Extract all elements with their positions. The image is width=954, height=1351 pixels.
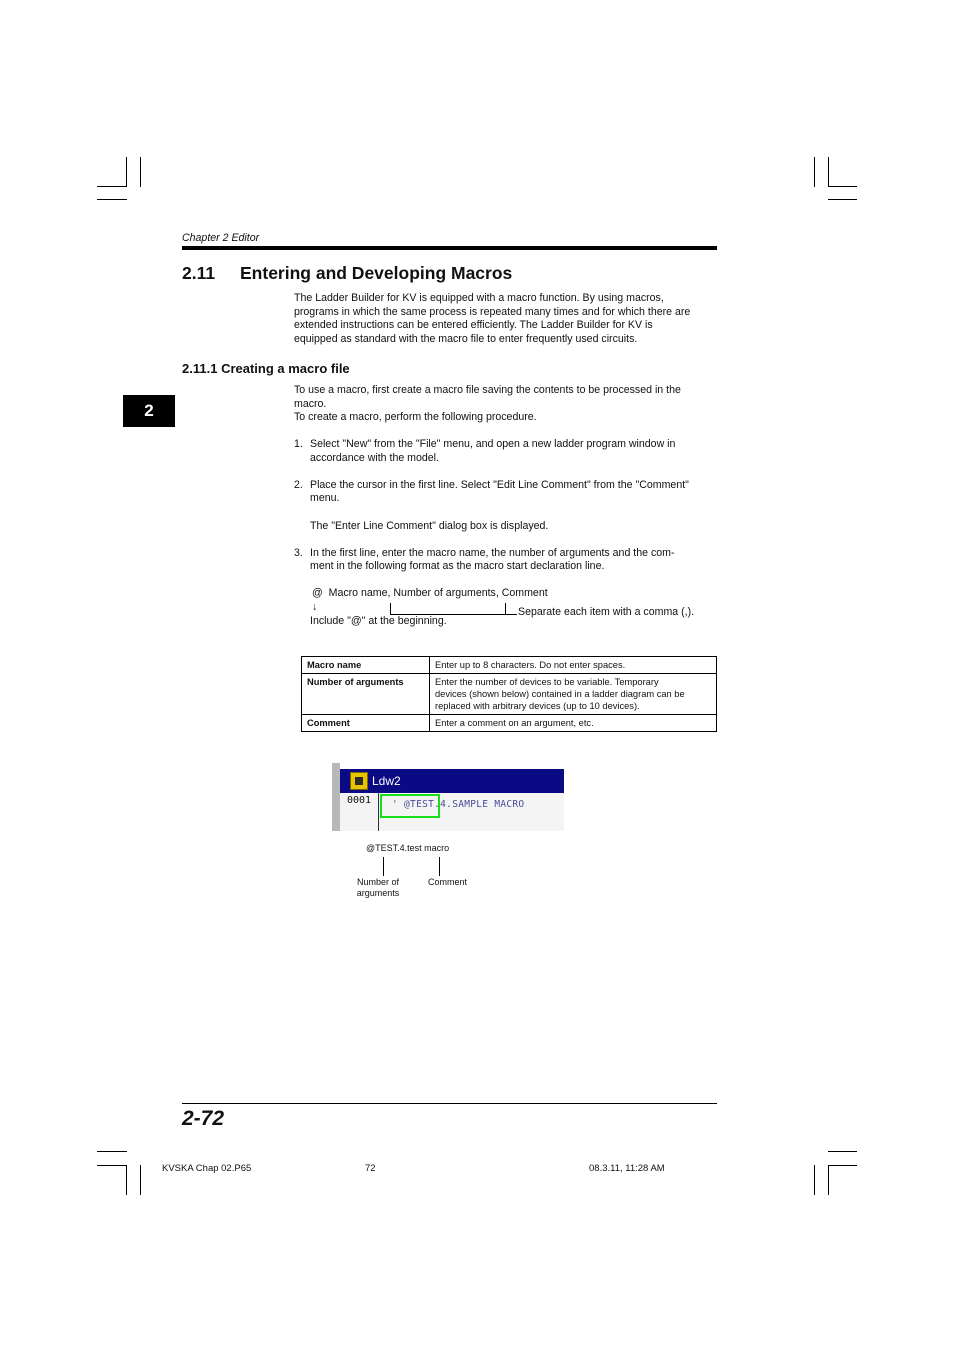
sub-intro-line: To use a macro, first create a macro file saving the contents to be processed in the xyxy=(294,384,681,396)
example-text: @TEST.4.test macro xyxy=(366,843,450,853)
label-arguments-line: arguments xyxy=(356,888,400,898)
intro-line: programs in which the same process is repeated many times and for which there are xyxy=(294,306,691,318)
ladder-window-icon xyxy=(350,772,368,790)
table-row xyxy=(302,715,717,732)
line-number: 0001 xyxy=(347,795,372,806)
step-number: 1. xyxy=(294,438,303,450)
ladder-window-screenshot xyxy=(332,763,564,831)
header-rule xyxy=(182,246,717,250)
table-key: Number of arguments xyxy=(302,674,430,715)
section-heading xyxy=(182,262,513,284)
step-text: menu. xyxy=(310,492,340,504)
section-number: 2.11 xyxy=(182,263,216,283)
window-titlebar xyxy=(340,769,564,793)
include-note: Include "@" at the beginning. xyxy=(310,615,447,627)
section-title: Entering and Developing Macros xyxy=(240,263,513,283)
step-note: The "Enter Line Comment" dialog box is displayed. xyxy=(310,520,549,532)
step-number: 3. xyxy=(294,547,303,559)
page-number: 2-72 xyxy=(182,1107,225,1130)
format-line: @ Macro name, Number of arguments, Comment xyxy=(312,587,548,599)
down-arrow: ↓ xyxy=(312,601,318,613)
step-number: 2. xyxy=(294,479,303,491)
table-row xyxy=(302,657,717,674)
sub-intro-line: macro. xyxy=(294,398,327,410)
intro-line: equipped as standard with the macro file to enter frequently used circuits. xyxy=(294,333,638,345)
footer-file: KVSKA Chap 02.P65 xyxy=(162,1163,252,1174)
label-comment: Comment xyxy=(428,877,468,887)
step-text: Select "New" from the "File" menu, and open a new ladder program window in xyxy=(310,438,676,450)
table-value xyxy=(430,657,717,674)
chapter-tab: 2 xyxy=(123,395,175,427)
table-value-line: Enter a comment on an argument, etc. xyxy=(435,718,594,728)
subsection-heading xyxy=(182,361,350,377)
intro-line: The Ladder Builder for KV is equipped with a macro function. By using macros, xyxy=(294,292,664,304)
subsection-number: 2.11.1 xyxy=(182,361,218,376)
step-text: In the first line, enter the macro name, the number of arguments and the com- xyxy=(310,547,675,559)
sub-intro-line: To create a macro, perform the following procedure. xyxy=(294,411,537,423)
table-value-line: Enter up to 8 characters. Do not enter spaces. xyxy=(435,660,626,670)
bracket-right xyxy=(505,603,506,614)
line-comment: ' @TEST.4.SAMPLE MACRO xyxy=(392,799,525,810)
highlight-box xyxy=(380,794,440,818)
bracket-left xyxy=(390,603,391,614)
running-head: Chapter 2 Editor xyxy=(182,232,260,244)
footer-rule xyxy=(182,1103,717,1104)
table-key: Macro name xyxy=(302,657,430,674)
macro-spec-table xyxy=(301,656,717,732)
step-text: ment in the following format as the macro start declaration line. xyxy=(310,560,605,572)
label-arguments-line: Number of xyxy=(356,877,400,887)
step-text: Place the cursor in the first line. Select "Edit Line Comment" from the "Comment" xyxy=(310,479,689,491)
window-frame xyxy=(332,763,340,831)
footer-page: 72 xyxy=(365,1163,376,1174)
label-arguments xyxy=(356,877,400,899)
table-key: Comment xyxy=(302,715,430,732)
table-value xyxy=(430,674,717,715)
callout-line xyxy=(383,857,384,876)
table-value-line: replaced with arbitrary devices (up to 10 devices). xyxy=(435,701,640,711)
table-value-line: Enter the number of devices to be variable. Temporary xyxy=(435,677,659,687)
step-text: accordance with the model. xyxy=(310,452,439,464)
subsection-title: Creating a macro file xyxy=(221,361,350,376)
intro-line: extended instructions can be entered efficiently. The Ladder Builder for KV is xyxy=(294,319,653,331)
callout-line xyxy=(439,857,440,876)
row-separator xyxy=(378,793,379,831)
table-row xyxy=(302,674,717,715)
footer-date: 08.3.11, 11:28 AM xyxy=(589,1163,665,1174)
separator-note: Separate each item with a comma (,). xyxy=(518,606,695,618)
table-value-line: devices (shown below) contained in a ladder diagram can be xyxy=(435,689,685,699)
window-title: Ldw2 xyxy=(372,774,401,788)
table-value xyxy=(430,715,717,732)
